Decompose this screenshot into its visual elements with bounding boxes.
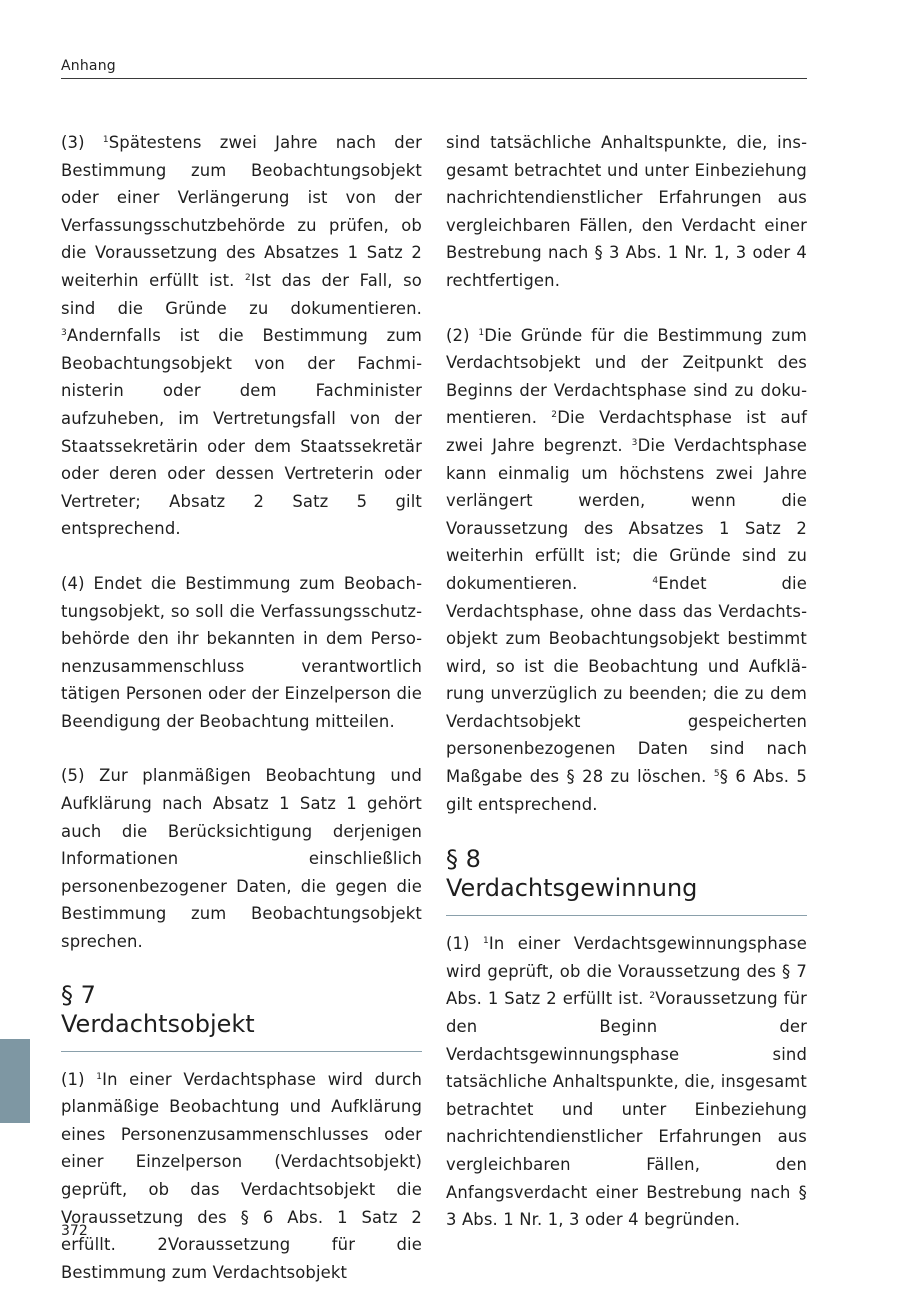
section-7-paragraph-1: (1) $^1$In einer Verdachtsphase wird durch planmäßige Beobachtung und Aufklärung eines Personenzusammenschlusses oder einer Einzelperson (Verdachtsobjekt) geprüft, ob das Verdachtsobjekt die Voraussetzung des § 6 Abs. 1 Satz 2 erfüllt. 2Voraussetzung für die Bestimmung zum Verdachtsobjekt: [61, 1069, 422, 1282]
sentence: Die Verdachtsphase ist auf zwei Jahre begrenzt.: [446, 408, 807, 455]
sentence: Die Verdachtsphase kann einmalig um höchstens zwei Jahre verlängert werden, wenn die Voraussetzung des Absatzes 1 Satz 2 weiterhin erfüllt ist; die Gründe sind zu dokumentieren.: [446, 435, 807, 593]
section-7-paragraph-2: (2) $^1$Die Gründe für die Bestimmung zum Verdachtsobjekt und der Zeitpunkt des Beginns der Verdachtsphase sind zu dokumentieren. $^2$Die Verdachtsphase ist auf zwei Jahre begrenzt. $^3$Die Verdachtsphase kann einmalig um höchstens zwei Jahre verlängert werden, wenn die Voraussetzung des Absatzes 1 Satz 2 weiterhin erfüllt ist; die Gründe sind zu dokumentieren. $^4$Endet die Verdachtsphase, ohne dass das Verdachtsobjekt zum Beobachtungsobjekt bestimmt wird, so ist die Beobachtung und Aufklärung unverzüglich zu beenden; die zu dem Verdachtsobjekt gespeicherten personenbezogenen Daten sind nach Maßgabe des § 28 zu löschen. $^5$§ 6 Abs. 5 gilt entsprechend.: [446, 325, 807, 814]
continuation-paragraph: sind tatsächliche Anhaltspunkte, die, insgesamt betrachtet und unter Einbeziehung nachrichtendienstlicher Erfahrungen aus vergleichbaren Fällen, den Verdacht einer Bestrebung nach § 3 Abs. 1 Nr. 1, 3 oder 4 rechtfertigen.: [446, 133, 807, 290]
right-column: [446, 129, 807, 1261]
sentence: Andernfalls ist die Bestimmung zum Beobachtungsobjekt von der Fachministerin oder dem Fachminister aufzuheben, im Vertretungsfall von der Staatssekretärin oder dem Staatssekretär oder deren oder dessen Vertreterin oder Vertreter; Absatz 2 Satz 5 gilt entsprechend.: [61, 326, 422, 539]
sentence: § 6 Abs. 5 gilt entsprechend.: [446, 767, 807, 814]
paragraph-label: (2): [446, 325, 470, 345]
paragraph-label: (1): [446, 934, 470, 954]
sentence: Voraussetzung für den Beginn der Verdachtsgewinnungsphase sind tatsächliche Anhaltspunkte, die, insgesamt betrachtet und unter Einbeziehung nachrichtendienstlicher Erfahrungen aus vergleichbaren Fällen, den Anfangsverdacht einer Bestrebung nach § 3 Abs. 1 Nr. 1, 3 oder 4 begründen.: [446, 989, 807, 1230]
left-column: [61, 129, 422, 1313]
chapter-side-tab: [0, 1039, 30, 1123]
paragraph-3: (3) $^1$Spätestens zwei Jahre nach der Bestimmung zum Beobachtungsobjekt oder einer Verlängerung ist von der Verfassungsschutzbehörde zu prüfen, ob die Voraussetzung des Absatzes 1 Satz 2 weiterhin erfüllt ist. $^2$Ist das der Fall, so sind die Gründe zu dokumentieren. $^3$Andernfalls ist die Bestimmung zum Beobachtungsobjekt von der Fachministerin oder dem Fachminister aufzuheben, im Vertretungsfall von der Staatssekretärin oder dem Staatssekretär oder deren oder dessen Vertreterin oder Vertreter; Absatz 2 Satz 5 gilt entsprechend.: [61, 133, 422, 539]
section-title: Verdachtsobjekt: [61, 1009, 255, 1038]
sentence: Die Gründe für die Bestimmung zum Verdachtsobjekt und der Zeitpunkt des Beginns der Verdachtsphase sind zu dokumentieren.: [446, 325, 807, 428]
sentence: Ist das der Fall, so sind die Gründe zu dokumentieren.: [61, 270, 422, 318]
page-number: 372: [61, 1223, 88, 1239]
paragraph-label: (3): [61, 133, 85, 152]
paragraph-4: (4) Endet die Bestimmung zum Beobachtungsobjekt, so soll die Verfassungsschutzbehörde den ihr bekannten in dem Personenzusammenschluss verantwortlich tätigen Personen oder der Einzelperson die Beendigung der Beobachtung mitteilen.: [61, 573, 422, 731]
section-heading-7: [61, 981, 422, 1052]
paragraph-5: (5) Zur planmäßigen Beobachtung und Aufklärung nach Absatz 1 Satz 1 gehört auch die Berücksichtigung derjenigen Informationen einschließlich personenbezogener Daten, die gegen die Bestimmung zum Beobachtungsobjekt sprechen.: [61, 766, 422, 952]
sentence: Spätestens zwei Jahre nach der Bestimmung zum Beobachtungsobjekt oder einer Verlängerung ist von der Verfassungsschutzbehörde zu prüfen, ob die Voraussetzung des Absatzes 1 Satz 2 weiterhin erfüllt ist.: [61, 133, 422, 290]
section-heading-8: [446, 845, 807, 916]
section-title: Verdachtsgewinnung: [446, 874, 698, 903]
sentence: In einer Verdachtsphase wird durch planmäßige Beobachtung und Aufklärung eines Personenzusammenschlusses oder einer Einzelperson (Verdachtsobjekt) geprüft, ob das Verdachtsobjekt die Voraussetzung des § 6 Abs. 1 Satz 2 erfüllt. 2Voraussetzung für die Bestimmung zum Verdachtsobjekt: [61, 1069, 422, 1282]
sentence: Endet die Verdachtsphase, ohne dass das Verdachtsobjekt zum Beobachtungsobjekt bestimmt wird, so ist die Beobachtung und Aufklärung unverzüglich zu beenden; die zu dem Verdachtsobjekt gespeicherten personenbezogenen Daten sind nach Maßgabe des § 28 zu löschen.: [446, 573, 807, 787]
section-8-paragraph-1: (1) $^1$In einer Verdachtsgewinnungsphase wird geprüft, ob die Voraussetzung des § 7 Abs. 1 Satz 2 erfüllt ist. $^2$Voraussetzung für den Beginn der Verdachtsgewinnungsphase sind tatsächliche Anhaltspunkte, die, insgesamt betrachtet und unter Einbeziehung nachrichtendienstlicher Erfahrungen aus vergleichbaren Fällen, den Anfangsverdacht einer Bestrebung nach § 3 Abs. 1 Nr. 1, 3 oder 4 begründen.: [446, 934, 807, 1230]
running-header: [61, 58, 807, 79]
section-number: § 8: [446, 845, 481, 874]
sentence: In einer Verdachtsgewinnungsphase wird geprüft, ob die Voraussetzung des § 7 Abs. 1 Satz 2 erfüllt ist.: [446, 934, 807, 1009]
paragraph-label: (1): [61, 1069, 85, 1089]
running-title: Anhang: [61, 58, 116, 74]
section-number: § 7: [61, 980, 96, 1009]
